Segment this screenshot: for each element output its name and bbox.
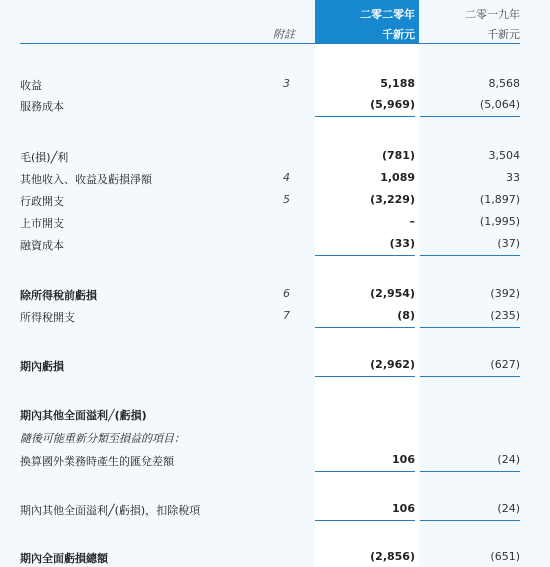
value-2019: (24) [497,502,520,515]
value-2019: 3,504 [488,149,520,162]
row-label: 隨後可能重新分類至損益的項目： [20,432,185,445]
row-label: 換算國外業務時產生的匯兌差額 [20,455,174,468]
value-2020: 106 [392,502,415,515]
value-2020: 106 [392,453,415,466]
row-label: 期內其他全面溢利╱(虧損)，扣除稅項 [20,504,201,517]
subtotal-line-2020 [315,255,415,256]
value-2020: – [409,215,415,228]
col2-unit: 千新元 [487,28,520,41]
subtotal-line-2020 [315,471,415,472]
subtotal-line-2020 [315,520,415,521]
subtotal-line-2019 [420,520,520,521]
header-divider [20,43,520,44]
row-note: 6 [283,287,290,300]
row-label: 其他收入、收益及虧損淨額 [20,173,152,186]
value-2020: (33) [389,237,415,250]
value-2019: (235) [490,309,520,322]
row-label: 上市開支 [20,217,64,230]
value-2020: 1,089 [380,171,415,184]
value-2019: (651) [490,550,520,563]
value-2019: 33 [506,171,520,184]
row-note: 5 [283,193,290,206]
subtotal-line-2019 [420,116,520,117]
value-2019: (24) [497,453,520,466]
notes-column-header: 附註 [273,28,295,41]
value-2019: (1,995) [479,215,520,228]
row-label: 毛(損)╱利 [20,151,69,164]
row-label: 行政開支 [20,195,64,208]
subtotal-line-2020 [315,376,415,377]
subtotal-line-2019 [420,327,520,328]
subtotal-line-2019 [420,255,520,256]
row-note: 3 [283,77,290,90]
value-2020: (8) [397,309,415,322]
subtotal-line-2019 [420,376,520,377]
value-2020: (2,856) [370,550,415,563]
value-2020: (2,954) [370,287,415,300]
value-2020: (2,962) [370,358,415,371]
row-label: 融資成本 [20,239,64,252]
row-label: 除所得稅前虧損 [20,289,97,302]
subtotal-line-2019 [420,471,520,472]
row-note: 7 [283,309,290,322]
row-label: 所得稅開支 [20,311,75,324]
value-2019: (37) [497,237,520,250]
row-label: 期內其他全面溢利╱(虧損) [20,409,147,422]
col1-year: 二零二零年 [360,8,415,21]
row-label: 期內虧損 [20,360,64,373]
value-2020: (5,969) [370,98,415,111]
row-label: 期內全面虧損總額 [20,552,108,565]
subtotal-line-2020 [315,327,415,328]
value-2019: 8,568 [488,77,520,90]
value-2019: (5,064) [479,98,520,111]
value-2020: 5,188 [380,77,415,90]
col2-year: 二零一九年 [465,8,520,21]
value-2020: (3,229) [370,193,415,206]
value-2019: (1,897) [479,193,520,206]
value-2019: (627) [490,358,520,371]
row-note: 4 [283,171,290,184]
value-2019: (392) [490,287,520,300]
value-2020: (781) [381,149,415,162]
subtotal-line-2020 [315,116,415,117]
col1-unit: 千新元 [382,28,415,41]
row-label: 收益 [20,79,42,92]
row-label: 服務成本 [20,100,64,113]
